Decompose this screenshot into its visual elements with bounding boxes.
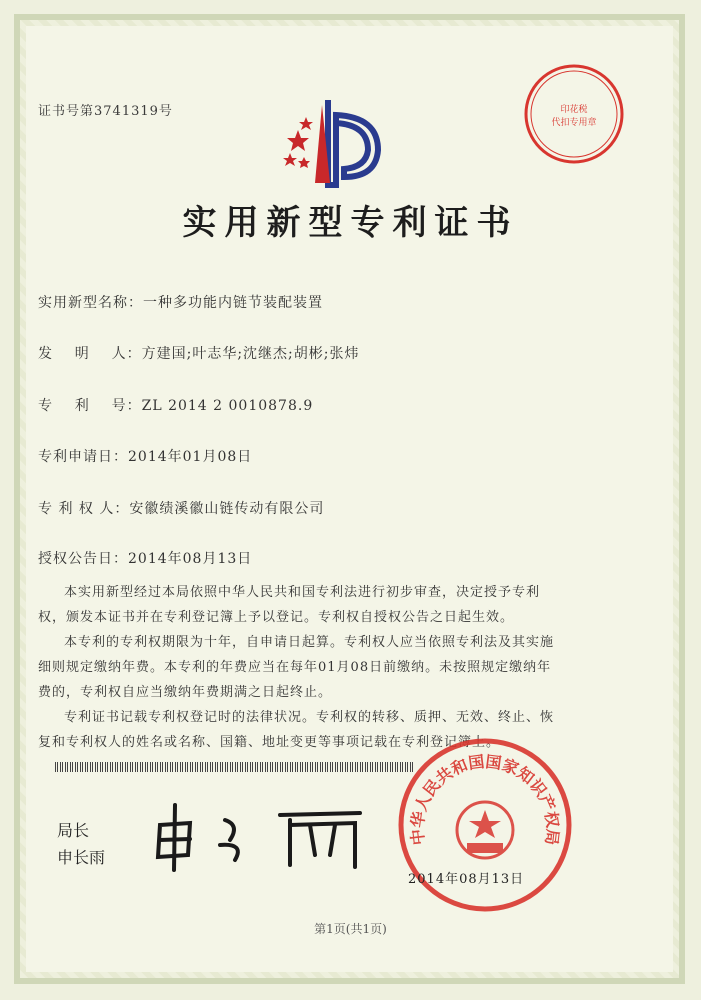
field-application-date <box>38 446 252 466</box>
body-paragraph: 本专利的专利权期限为十年，自申请日起算。专利权人应当依照专利法及其实施细则规定缴纳年费。本专利的年费应当在每年01月08日前缴纳。未按照规定缴纳年费的，专利权自应当缴纳年费期满之日起终止。 <box>38 635 555 700</box>
field-utility-model-name <box>38 292 323 312</box>
page-number: 第1页(共1页) <box>314 922 387 936</box>
body-paragraph: 专利证书记载专利权登记时的法律状况。专利权的转移、质押、无效、终止、恢复和专利权人的姓名或名称、国籍、地址变更等事项记载在专利登记簿上。 <box>38 710 555 750</box>
field-value: 2014年01月08日 <box>128 449 253 465</box>
field-value: ZL 2014 2 0010878.9 <box>141 398 314 414</box>
field-label: 授权公告日： <box>38 551 128 567</box>
field-inventors <box>38 343 359 363</box>
field-label: 专 利 权 人： <box>38 501 130 517</box>
certificate-body <box>38 580 558 755</box>
field-patentee <box>38 498 324 518</box>
handwritten-signature <box>150 795 380 875</box>
field-patent-number <box>38 395 313 415</box>
official-seal-stamp <box>395 735 575 915</box>
svg-text:代扣专用章: 代扣专用章 <box>551 118 597 128</box>
certificate-number: 证书号第3741319号 <box>38 104 173 119</box>
svg-text:中华人民共和国国家知识产权局: 中华人民共和国国家知识产权局 <box>407 751 563 847</box>
patent-office-logo <box>270 95 390 190</box>
field-grant-date <box>38 548 252 568</box>
signatory-name: 申长雨 <box>57 848 106 867</box>
field-label: 专 利 号： <box>38 398 142 414</box>
field-label: 实用新型名称： <box>38 295 143 311</box>
tax-seal-stamp <box>520 60 628 168</box>
field-value: 一种多功能内链节装配装置 <box>143 295 323 311</box>
svg-text:印花税: 印花税 <box>560 105 588 115</box>
field-value: 方建国;叶志华;沈继杰;胡彬;张炜 <box>141 346 360 362</box>
field-label: 发 明 人： <box>38 346 142 362</box>
field-value: 2014年08月13日 <box>128 551 253 567</box>
field-label: 专利申请日： <box>38 449 128 465</box>
signatory-title: 局长 <box>57 821 90 840</box>
stamp-date: 2014年08月13日 <box>408 872 525 887</box>
barcode <box>55 762 415 772</box>
certificate-title: 实用新型专利证书 <box>182 203 519 243</box>
body-paragraph: 本实用新型经过本局依照中华人民共和国专利法进行初步审查，决定授予专利权，颁发本证书并在专利登记簿上予以登记。专利权自授权公告之日起生效。 <box>38 585 541 625</box>
field-value: 安徽绩溪徽山链传动有限公司 <box>129 501 325 517</box>
